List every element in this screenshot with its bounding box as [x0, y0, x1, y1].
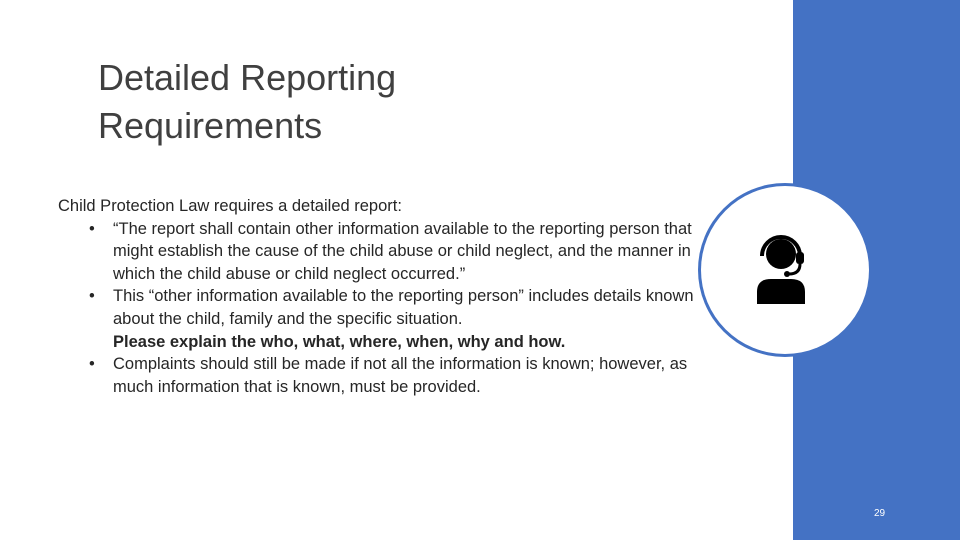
headset-operator-icon: [745, 230, 825, 310]
bullet-glyph: •: [89, 219, 95, 238]
slide-title-line-1: Detailed Reporting: [98, 57, 397, 98]
bullet-list: [58, 218, 698, 399]
intro-text: Child Protection Law requires a detailed report:: [58, 197, 402, 215]
bullet-item-3: [58, 353, 698, 398]
bullet-item-1: [58, 218, 698, 286]
bullet-text: “The report shall contain other information available to the reporting person that might establish the cause of the child abuse or child neglect, and the manner in which the child abuse or child neglect occurred.”: [113, 219, 692, 283]
icon-circle: [701, 186, 869, 354]
bullet-item-2: [58, 285, 698, 353]
bullet-glyph: •: [89, 355, 95, 374]
bullet-bold-text: Please explain the who, what, where, when, why and how.: [113, 332, 566, 351]
page-number: 29: [874, 508, 886, 519]
slide-title: [98, 54, 698, 150]
bullet-text: This “other information available to the reporting person” includes details known about the child, family and the specific situation.: [113, 287, 694, 328]
bullet-glyph: •: [89, 287, 95, 306]
slide-body: [58, 195, 698, 398]
bullet-text: Complaints should still be made if not all the information is known; however, as much information that is known, must be provided.: [113, 355, 688, 396]
slide-title-line-2: Requirements: [98, 105, 323, 146]
